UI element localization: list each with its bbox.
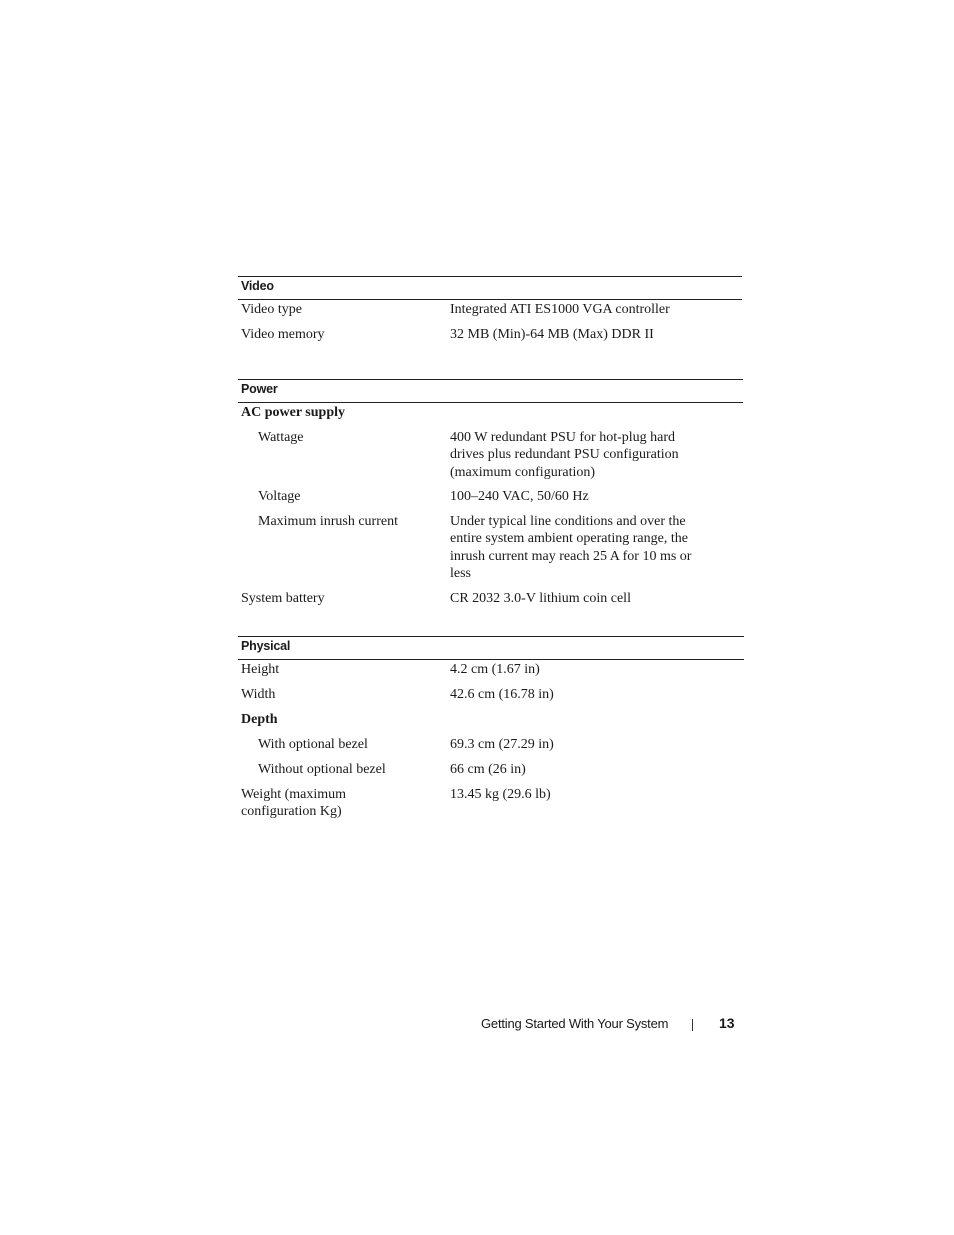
- table-row: [238, 513, 743, 590]
- spec-value: 66 cm (26 in): [450, 762, 526, 777]
- spec-label: Voltage: [258, 489, 301, 504]
- spec-label: With optional bezel: [258, 737, 368, 752]
- spec-value: 69.3 cm (27.29 in): [450, 737, 554, 752]
- table-row: [238, 326, 742, 351]
- table-row: [238, 686, 744, 711]
- spec-rows: [238, 301, 742, 351]
- subsection-label: Depth: [241, 712, 278, 727]
- subsection-label: AC power supply: [241, 405, 345, 420]
- spec-value: Integrated ATI ES1000 VGA controller: [450, 302, 670, 317]
- physical-section: [238, 636, 744, 826]
- spec-value: 13.45 kg (29.6 lb): [450, 787, 551, 802]
- spec-label: Width: [241, 687, 276, 702]
- spec-rows: [238, 661, 744, 826]
- spec-value: 32 MB (Min)-64 MB (Max) DDR II: [450, 327, 654, 342]
- table-row: [238, 590, 743, 615]
- spec-value: 4.2 cm (1.67 in): [450, 662, 540, 677]
- spec-label: Video memory: [241, 327, 325, 342]
- spec-label: Video type: [241, 302, 302, 317]
- footer-title: Getting Started With Your System: [481, 1016, 669, 1031]
- spec-label: Wattage: [258, 430, 304, 445]
- section-heading: Power: [238, 379, 743, 403]
- spec-value: 400 W redundant PSU for hot-plug hard drives plus redundant PSU configuration (maximum configuration): [450, 430, 679, 480]
- video-section: [238, 276, 742, 351]
- spec-value: Under typical line conditions and over the entire system ambient operating range, the inrush current may reach 25 A for 10 ms or less: [450, 514, 692, 582]
- section-heading: Video: [238, 276, 742, 300]
- table-row: [238, 786, 744, 826]
- table-row: [238, 736, 744, 761]
- spec-label: System battery: [241, 591, 325, 606]
- spec-label: Without optional bezel: [258, 762, 386, 777]
- table-row: [238, 488, 743, 513]
- table-row: [238, 301, 742, 326]
- spec-label: Maximum inrush current: [258, 514, 398, 529]
- spec-label: Height: [241, 662, 280, 677]
- page-number: 13: [719, 1015, 735, 1031]
- spec-value: 42.6 cm (16.78 in): [450, 687, 554, 702]
- table-row: [238, 429, 743, 488]
- section-heading: Physical: [238, 636, 744, 660]
- spec-rows: [238, 404, 743, 615]
- table-row: [238, 661, 744, 686]
- power-section: [238, 379, 743, 615]
- table-row: [238, 761, 744, 786]
- table-row: [238, 711, 744, 736]
- footer-divider: [692, 1019, 693, 1031]
- spec-label: Weight (maximum configuration Kg): [241, 787, 347, 820]
- spec-value: 100–240 VAC, 50/60 Hz: [450, 489, 589, 504]
- spec-value: CR 2032 3.0-V lithium coin cell: [450, 591, 631, 606]
- table-row: [238, 404, 743, 429]
